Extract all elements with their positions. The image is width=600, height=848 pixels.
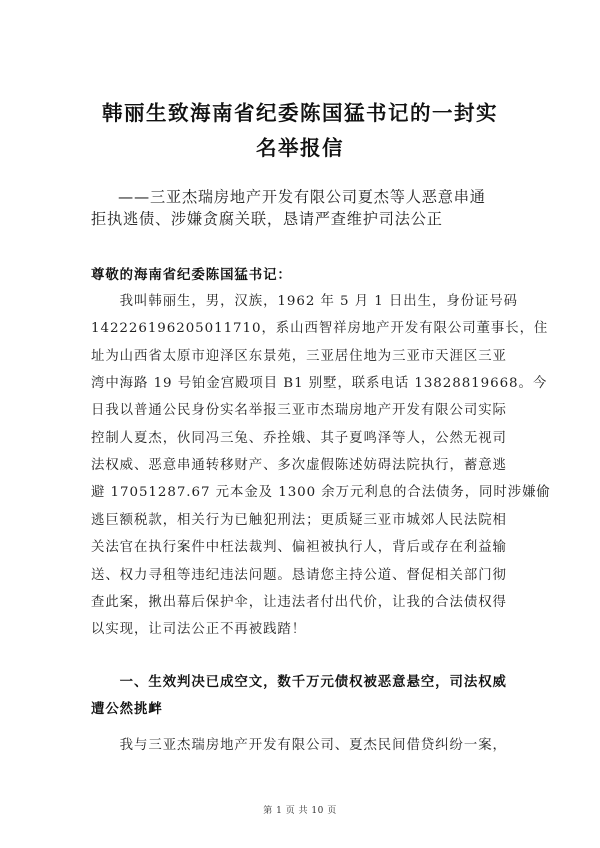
document-title-line-2: 名举报信 <box>256 136 344 160</box>
body-line: 日我以普通公民身份实名举报三亚市杰瑞房地产开发有限公司实际 <box>91 403 507 419</box>
salutation: 尊敬的海南省纪委陈国猛书记： <box>91 267 292 283</box>
body-line: 142226196205011710，系山西智祥房地产开发有限公司董事长，住 <box>91 321 549 337</box>
body-line: 查此案，揪出幕后保护伞，让违法者付出代价，让我的合法债权得 <box>91 594 507 610</box>
document-title-line-1: 韩丽生致海南省纪委陈国猛书记的一封实 <box>102 101 498 125</box>
body-line: 逃巨额税款，相关行为已触犯刑法；更质疑三亚市城郊人民法院相 <box>91 512 507 528</box>
body-line: 我叫韩丽生，男，汉族，1962 年 5 月 1 日出生，身份证号码 <box>91 294 519 309</box>
body-line: 以实现，让司法公正不再被践踏！ <box>91 622 307 638</box>
body-line: 关法官在执行案件中枉法裁判、偏袒被执行人，背后或存在利益输 <box>91 540 507 556</box>
body-line: 避 17051287.67 元本金及 1300 余万元利息的合法债务，同时涉嫌偷 <box>91 485 551 501</box>
body-line: 控制人夏杰，伙同冯三兔、乔拴娥、其子夏鸣泽等人，公然无视司 <box>91 430 507 446</box>
section-body-line: 我与三亚杰瑞房地产开发有限公司、夏杰民间借贷纠纷一案， <box>91 738 507 753</box>
page-footer: 第 1 页 共 10 页 <box>263 806 337 816</box>
body-line: 湾中海路 19 号铂金宫殿项目 B1 别墅，联系电话 13828819668。今 <box>91 376 548 392</box>
section-heading-line-1: 一、生效判决已成空文，数千万元债权被恶意悬空，司法权威 <box>91 674 507 690</box>
subtitle-line-2: 拒执逃债、涉嫌贪腐关联，恳请严查维护司法公正 <box>91 210 443 228</box>
subtitle-line-1: ——三亚杰瑞房地产开发有限公司夏杰等人恶意串通 <box>118 188 486 206</box>
body-line: 送、权力寻租等违纪违法问题。恳请您主持公道、督促相关部门彻 <box>91 567 507 583</box>
body-line: 法权威、恶意串通转移财产、多次虚假陈述妨碍法院执行，蓄意逃 <box>91 458 507 474</box>
body-line: 址为山西省太原市迎泽区东景苑，三亚居住地为三亚市天涯区三亚 <box>91 348 507 364</box>
section-heading-line-2: 遭公然挑衅 <box>91 701 163 717</box>
